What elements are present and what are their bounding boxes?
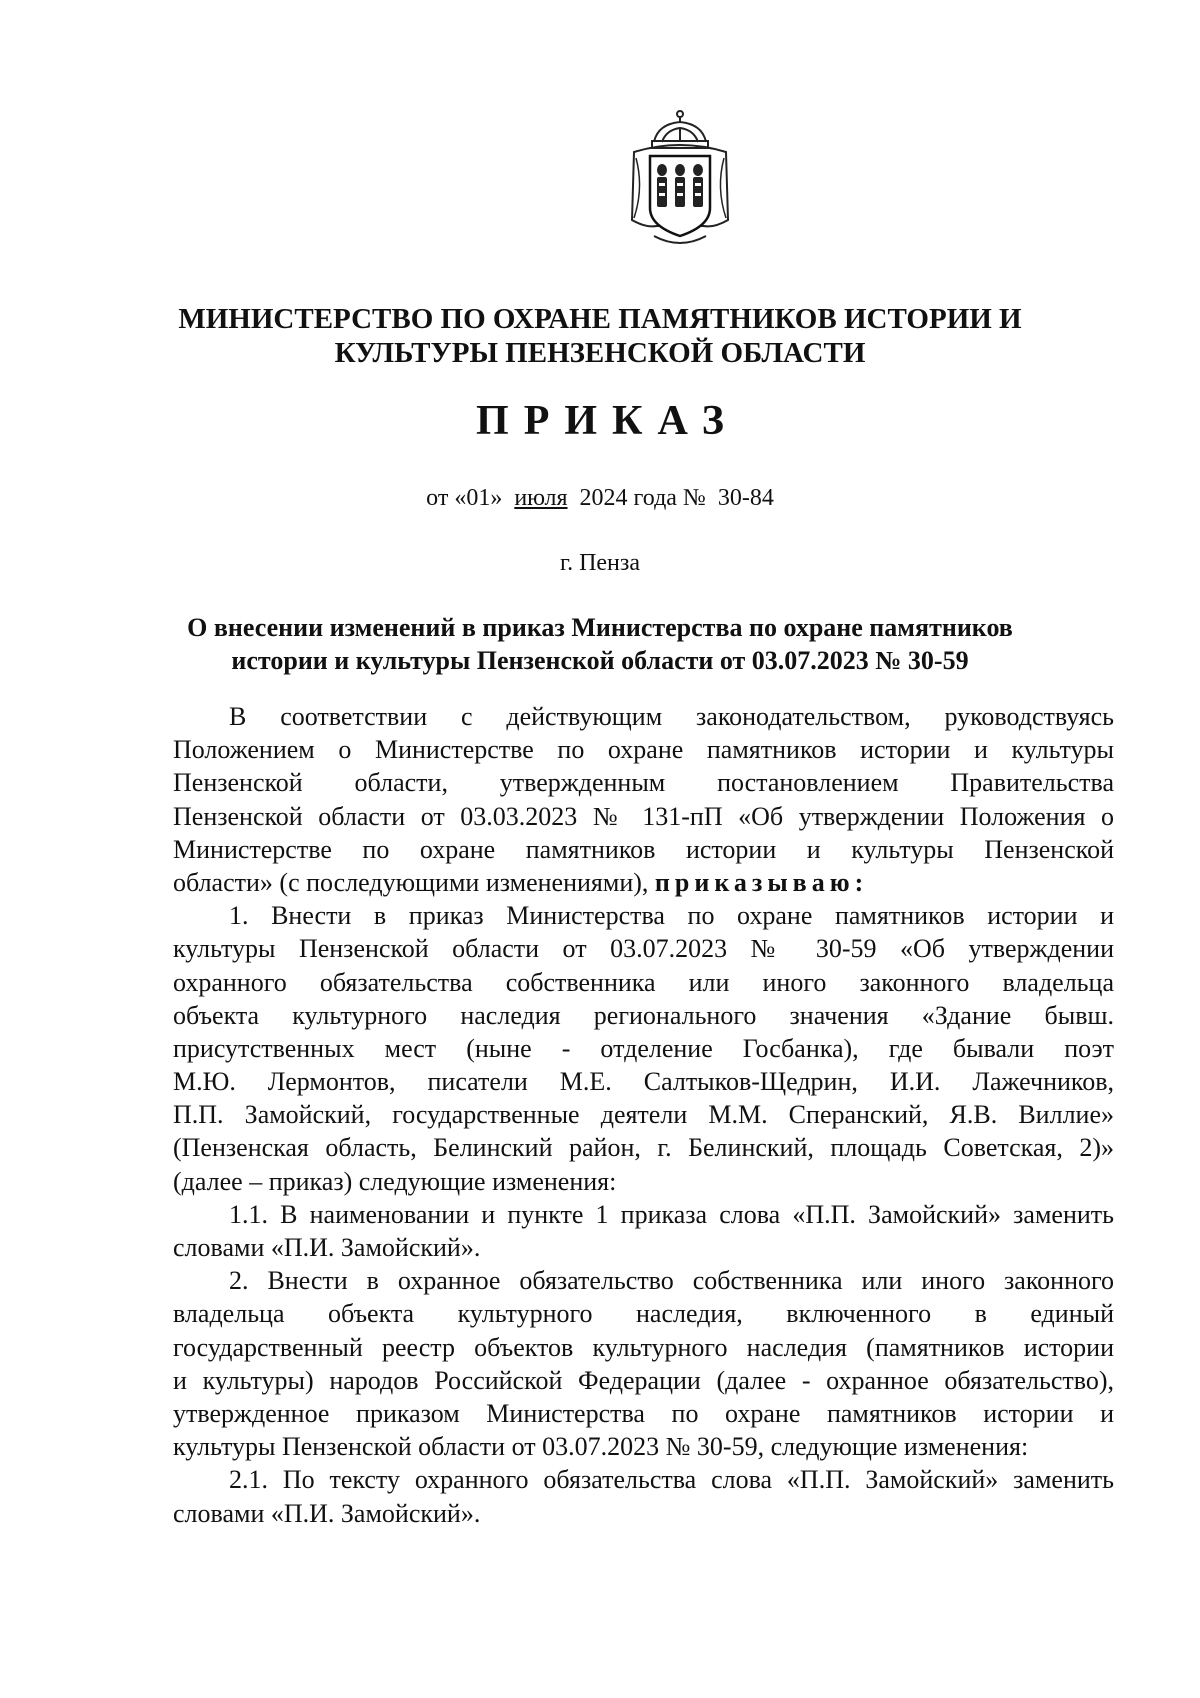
order-title: ПРИКАЗ [476,398,739,444]
preamble-line: Министерстве по охране памятников истории и культуры Пензенской [173,834,1114,864]
order-directive: приказываю: [654,867,869,897]
item1-line: (Пензенская область, Белинский район, г. Белинский, площадь Советская, 2)» [173,1133,1114,1163]
subject-line2: истории и культуры Пензенской области от 03.07.2023 № 30-59 [231,646,969,675]
preamble-line: Пензенской области от 03.03.2023 № 131-пП «Об утверждении Положения о [173,801,1114,831]
item1-1-line: 1.1. В наименовании и пункте 1 приказа слова «П.П. Замойский» заменить [229,1199,1114,1229]
date-month: июля [514,485,568,511]
item1-line: 1. Внести в приказ Министерства по охране памятников истории и [229,901,1114,931]
item2-1-line: 2.1. По тексту охранного обязательства слова «П.П. Замойский» заменить [229,1465,1114,1495]
item1-line: присутственных мест (ныне - отделение Госбанка), где бывали поэт [173,1033,1114,1063]
penza-coat-of-arms-icon [624,108,736,250]
ministry-name [150,302,1050,370]
item1-line: (далее – приказ) следующие изменения: [173,1166,617,1196]
order-body [173,700,1114,1530]
ministry-name-line1: МИНИСТЕРСТВО ПО ОХРАНЕ ПАМЯТНИКОВ ИСТОРИИ И [178,303,1022,335]
preamble-line: Пензенской области, утвержденным постановлением Правительства [173,768,1114,798]
item1-line: П.П. Замойский, государственные деятели М.М. Сперанский, Я.В. Виллие» [173,1100,1114,1130]
item1-line: охранного обязательства собственника или иного законного владельца [173,967,1114,997]
item1-line: М.Ю. Лермонтов, писатели М.Е. Салтыков-Щедрин, И.И. Лажечников, [173,1067,1114,1097]
preamble-line: В соответствии с действующим законодательством, руководствуясь [229,702,1114,731]
ministry-name-line2: КУЛЬТУРЫ ПЕНЗЕНСКОЙ ОБЛАСТИ [334,337,866,369]
preamble-line [173,866,1114,899]
order-number: 30-84 [717,485,774,511]
date-year: 2024 года № [579,485,706,511]
preamble-text: области» (с последующими изменениями), [173,867,649,897]
subject-line1: О внесении изменений в приказ Министерства по охране памятников [187,613,1013,642]
order-date-line [300,483,900,513]
city: г. Пенза [559,550,641,576]
item2-line: государственный реестр объектов культурного наследия (памятников истории [173,1332,1114,1362]
order-subject [150,611,1050,677]
item1-line: культуры Пензенской области от 03.07.2023 № 30-59 «Об утверждении [173,934,1114,964]
item1-line: объекта культурного наследия регионального значения «Здание бывш. [173,1000,1114,1030]
item2-line: культуры Пензенской области от 03.07.2023 № 30-59, следующие изменения: [173,1432,1029,1462]
preamble-line: Положением о Министерстве по охране памятников истории и культуры [173,735,1114,765]
item1-1-line: словами «П.И. Замойский». [173,1233,481,1262]
item2-1-line: словами «П.И. Замойский». [173,1498,481,1528]
item2-line: 2. Внести в охранное обязательство собственника или иного законного [229,1266,1114,1296]
item2-line: и культуры) народов Российской Федерации (далее - охранное обязательство), [173,1365,1114,1395]
item2-line: владельца объекта культурного наследия, включенного в единый [173,1299,1114,1329]
item2-line: утвержденное приказом Министерства по охране памятников истории и [173,1398,1114,1428]
date-prefix: от «01» [426,485,503,511]
